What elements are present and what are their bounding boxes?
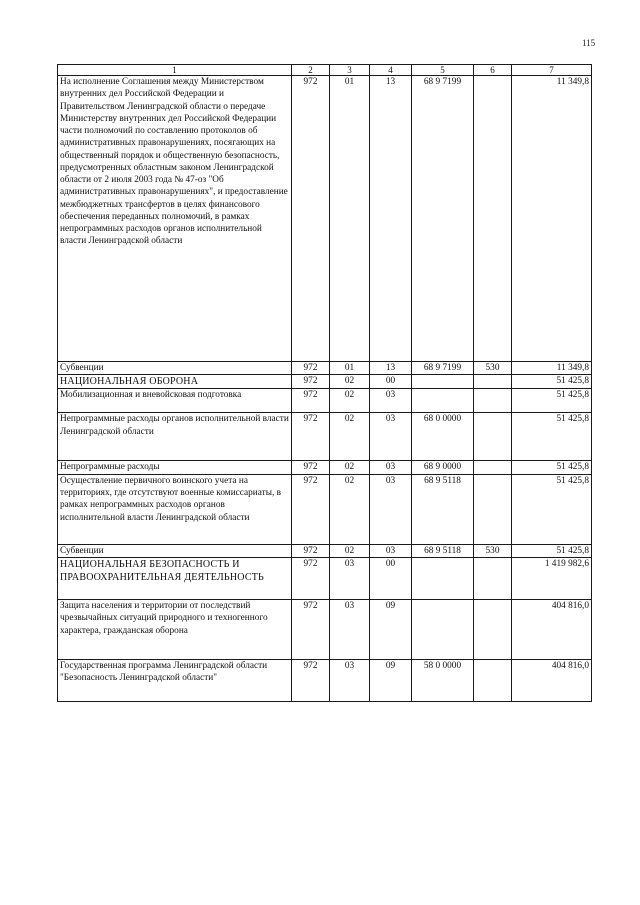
cell-subsection: 03 <box>370 544 412 557</box>
cell-section: 02 <box>330 461 370 474</box>
header-row <box>58 65 592 76</box>
cell-target-article: 68 9 7199 <box>412 76 474 362</box>
cell-amount: 51 425,8 <box>512 375 592 389</box>
cell-admin-code: 972 <box>292 389 330 413</box>
cell-target-article: 68 9 5118 <box>412 544 474 557</box>
row-name: Непрограммные расходы органов исполнительной власти Ленинградской области <box>58 413 292 461</box>
cell-expense-type: 530 <box>474 544 512 557</box>
table-row <box>58 389 592 413</box>
cell-section: 02 <box>330 474 370 544</box>
table-row <box>58 474 592 544</box>
cell-amount: 51 425,8 <box>512 461 592 474</box>
col-header-7: 7 <box>512 65 592 76</box>
table-row <box>58 599 592 659</box>
row-name: Государственная программа Ленинградской области "Безопасность Ленинградской области" <box>58 659 292 701</box>
col-header-3: 3 <box>330 65 370 76</box>
cell-subsection: 03 <box>370 461 412 474</box>
cell-admin-code: 972 <box>292 413 330 461</box>
cell-subsection: 09 <box>370 659 412 701</box>
cell-subsection: 03 <box>370 413 412 461</box>
cell-section: 02 <box>330 544 370 557</box>
col-header-5: 5 <box>412 65 474 76</box>
row-name: На исполнение Соглашения между Министерством внутренних дел Российской Федерации и Правительством Ленинградской области о передаче Министерству внутренних дел Российской Федерации части полномочий по составлению протоколов об административных правонарушениях, посягающих на общественный порядок и общественную безопасность, предусмотренных областным законом Ленинградской области от 2 июля 2003 года № 47-оз "Об административных правонарушениях", и предоставление межбюджетных трансфертов в целях финансового обеспечения переданных полномочий, в рамках непрограммных расходов органов исполнительной власти Ленинградской области <box>58 76 292 362</box>
col-header-4: 4 <box>370 65 412 76</box>
cell-target-article: 68 9 7199 <box>412 362 474 375</box>
table-row <box>58 413 592 461</box>
row-name: Непрограммные расходы <box>58 461 292 474</box>
cell-expense-type: 530 <box>474 362 512 375</box>
cell-subsection: 03 <box>370 474 412 544</box>
cell-amount: 51 425,8 <box>512 544 592 557</box>
cell-admin-code: 972 <box>292 557 330 599</box>
cell-amount: 11 349,8 <box>512 362 592 375</box>
cell-section: 02 <box>330 413 370 461</box>
cell-target-article <box>412 389 474 413</box>
cell-expense-type <box>474 599 512 659</box>
budget-table <box>57 64 592 702</box>
cell-target-article: 68 9 0000 <box>412 461 474 474</box>
cell-subsection: 00 <box>370 557 412 599</box>
table-row <box>58 659 592 701</box>
cell-amount: 51 425,8 <box>512 474 592 544</box>
table-row <box>58 76 592 362</box>
cell-section: 02 <box>330 375 370 389</box>
cell-section: 03 <box>330 557 370 599</box>
cell-expense-type <box>474 413 512 461</box>
cell-target-article <box>412 557 474 599</box>
cell-amount: 404 816,0 <box>512 599 592 659</box>
cell-subsection: 09 <box>370 599 412 659</box>
cell-subsection: 13 <box>370 362 412 375</box>
cell-amount: 11 349,8 <box>512 76 592 362</box>
row-name: НАЦИОНАЛЬНАЯ БЕЗОПАСНОСТЬ И ПРАВООХРАНИТЕЛЬНАЯ ДЕЯТЕЛЬНОСТЬ <box>58 557 292 599</box>
row-name: Осуществление первичного воинского учета на территориях, где отсутствуют военные комиссариаты, в рамках непрограммных расходов органов исполнительной власти Ленинградской области <box>58 474 292 544</box>
cell-section: 03 <box>330 599 370 659</box>
cell-section: 03 <box>330 659 370 701</box>
row-name: Мобилизационная и вневойсковая подготовка <box>58 389 292 413</box>
cell-expense-type <box>474 389 512 413</box>
col-header-6: 6 <box>474 65 512 76</box>
cell-section: 01 <box>330 362 370 375</box>
cell-target-article <box>412 375 474 389</box>
cell-expense-type <box>474 461 512 474</box>
cell-expense-type <box>474 76 512 362</box>
cell-expense-type <box>474 659 512 701</box>
page-number: 115 <box>582 38 596 48</box>
row-name: Защита населения и территории от последствий чрезвычайных ситуаций природного и техногенного характера, гражданская оборона <box>58 599 292 659</box>
cell-admin-code: 972 <box>292 599 330 659</box>
cell-admin-code: 972 <box>292 375 330 389</box>
row-name: Субвенции <box>58 362 292 375</box>
col-header-2: 2 <box>292 65 330 76</box>
cell-target-article: 58 0 0000 <box>412 659 474 701</box>
table-row <box>58 544 592 557</box>
cell-admin-code: 972 <box>292 76 330 362</box>
cell-subsection: 00 <box>370 375 412 389</box>
cell-amount: 404 816,0 <box>512 659 592 701</box>
cell-amount: 51 425,8 <box>512 413 592 461</box>
table-row <box>58 461 592 474</box>
table-row <box>58 375 592 389</box>
cell-amount: 51 425,8 <box>512 389 592 413</box>
cell-target-article: 68 9 5118 <box>412 474 474 544</box>
cell-admin-code: 972 <box>292 461 330 474</box>
cell-subsection: 13 <box>370 76 412 362</box>
cell-admin-code: 972 <box>292 362 330 375</box>
row-name: НАЦИОНАЛЬНАЯ ОБОРОНА <box>58 375 292 389</box>
cell-target-article <box>412 599 474 659</box>
cell-subsection: 03 <box>370 389 412 413</box>
cell-expense-type <box>474 375 512 389</box>
cell-expense-type <box>474 557 512 599</box>
table-row <box>58 362 592 375</box>
table-row <box>58 557 592 599</box>
cell-amount: 1 419 982,6 <box>512 557 592 599</box>
cell-section: 01 <box>330 76 370 362</box>
cell-admin-code: 972 <box>292 659 330 701</box>
cell-expense-type <box>474 474 512 544</box>
cell-admin-code: 972 <box>292 544 330 557</box>
cell-section: 02 <box>330 389 370 413</box>
cell-target-article: 68 0 0000 <box>412 413 474 461</box>
col-header-1: 1 <box>58 65 292 76</box>
cell-admin-code: 972 <box>292 474 330 544</box>
row-name: Субвенции <box>58 544 292 557</box>
